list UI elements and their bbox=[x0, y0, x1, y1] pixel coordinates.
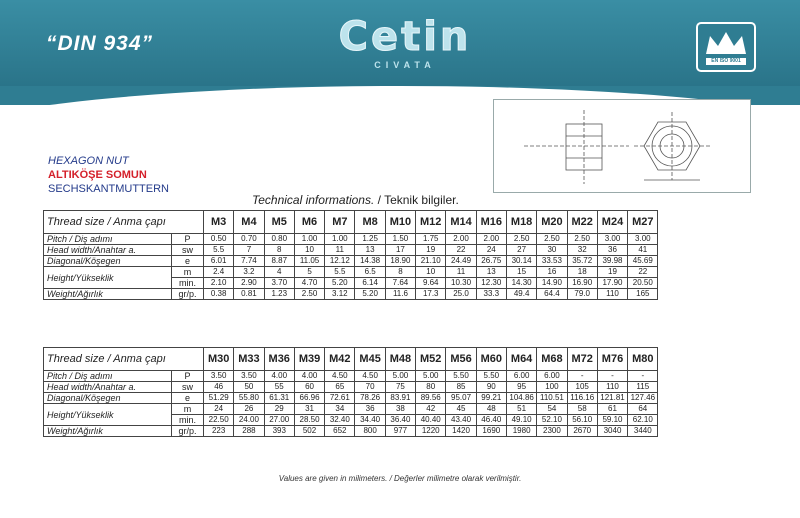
table-cell: 11 bbox=[325, 245, 355, 256]
units-note: Values are given in milimeters. / Değerler milimetre olarak verilmiştir. bbox=[278, 474, 522, 483]
table-cell: 6.01 bbox=[204, 256, 234, 267]
technical-info-heading bbox=[252, 193, 459, 207]
table-cell: 33.3 bbox=[476, 289, 506, 300]
size-header: M7 bbox=[325, 211, 355, 234]
table-cell: 18.90 bbox=[385, 256, 415, 267]
size-header: M12 bbox=[416, 211, 446, 234]
table-row bbox=[44, 234, 658, 245]
row-symbol: P bbox=[172, 234, 204, 245]
table-cell: 4.00 bbox=[264, 371, 294, 382]
logo-subtitle: CIVATA bbox=[374, 60, 436, 70]
table-cell: 1.00 bbox=[294, 234, 324, 245]
table-cell: 2.50 bbox=[294, 289, 324, 300]
table-cell: 46.40 bbox=[476, 415, 506, 426]
row-label: Height/Yükseklik bbox=[44, 404, 172, 426]
table-cell: 7.74 bbox=[234, 256, 264, 267]
table-cell: 110 bbox=[597, 382, 627, 393]
table-cell: 2.00 bbox=[446, 234, 476, 245]
table-cell: 2.90 bbox=[234, 278, 264, 289]
table-cell: 104.86 bbox=[506, 393, 536, 404]
row-label: Head width/Anahtar a. bbox=[44, 382, 172, 393]
table-cell: 4.70 bbox=[294, 278, 324, 289]
table-cell: 66.96 bbox=[294, 393, 324, 404]
size-header: M18 bbox=[506, 211, 536, 234]
spec-table-1 bbox=[43, 210, 658, 300]
size-header: M24 bbox=[597, 211, 627, 234]
size-header: M36 bbox=[264, 348, 294, 371]
table-cell: 43.40 bbox=[446, 415, 476, 426]
table-cell: 32.40 bbox=[325, 415, 355, 426]
table-cell: 110.51 bbox=[537, 393, 567, 404]
table-cell: 22.50 bbox=[204, 415, 234, 426]
table-cell: 52.10 bbox=[537, 415, 567, 426]
table-cell: 51 bbox=[506, 404, 536, 415]
table-cell: 62.10 bbox=[628, 415, 658, 426]
table-row bbox=[44, 267, 658, 278]
table-cell: 13 bbox=[476, 267, 506, 278]
table-cell: 5.00 bbox=[385, 371, 415, 382]
table-cell: 3.00 bbox=[628, 234, 658, 245]
table-cell: 5.50 bbox=[446, 371, 476, 382]
table-cell: 1.23 bbox=[264, 289, 294, 300]
table-cell: 4.00 bbox=[294, 371, 324, 382]
table-row bbox=[44, 382, 658, 393]
table-row bbox=[44, 289, 658, 300]
table-cell: 65 bbox=[325, 382, 355, 393]
table-cell: 30.14 bbox=[506, 256, 536, 267]
table-cell: 6.14 bbox=[355, 278, 385, 289]
table-cell: 2.00 bbox=[476, 234, 506, 245]
table-cell: 105 bbox=[567, 382, 597, 393]
table-cell: 45.69 bbox=[628, 256, 658, 267]
table-cell: 64 bbox=[628, 404, 658, 415]
technical-drawing bbox=[493, 99, 751, 193]
table-cell: 90 bbox=[476, 382, 506, 393]
table-cell: 8.87 bbox=[264, 256, 294, 267]
row-label: Pitch / Diş adımı bbox=[44, 371, 172, 382]
row-symbol: P bbox=[172, 371, 204, 382]
table-cell: 3.2 bbox=[234, 267, 264, 278]
table-cell: 51.29 bbox=[204, 393, 234, 404]
row-symbol: m bbox=[172, 404, 204, 415]
table-cell: 34 bbox=[325, 404, 355, 415]
row-symbol: sw bbox=[172, 245, 204, 256]
table-cell: 95 bbox=[506, 382, 536, 393]
size-header: M76 bbox=[597, 348, 627, 371]
table-cell: 7 bbox=[234, 245, 264, 256]
table-cell: 27 bbox=[506, 245, 536, 256]
table-cell: 78.26 bbox=[355, 393, 385, 404]
table-cell: - bbox=[628, 371, 658, 382]
table-cell: 0.70 bbox=[234, 234, 264, 245]
size-header: M33 bbox=[234, 348, 264, 371]
row-symbol: gr/p. bbox=[172, 426, 204, 437]
size-header: M30 bbox=[204, 348, 234, 371]
table-cell: 34.40 bbox=[355, 415, 385, 426]
table-cell: 2.50 bbox=[567, 234, 597, 245]
row-label: Head width/Anahtar a. bbox=[44, 245, 172, 256]
table-cell: 11 bbox=[446, 267, 476, 278]
table-cell: 11.05 bbox=[294, 256, 324, 267]
table-cell: 55 bbox=[264, 382, 294, 393]
table-row bbox=[44, 371, 658, 382]
table-cell: 39.98 bbox=[597, 256, 627, 267]
row-symbol: min. bbox=[172, 278, 204, 289]
table-cell: 75 bbox=[385, 382, 415, 393]
table-cell: 0.81 bbox=[234, 289, 264, 300]
table-cell: 14.90 bbox=[537, 278, 567, 289]
table-cell: 85 bbox=[446, 382, 476, 393]
header-label: Thread size / Anma çapı bbox=[44, 211, 204, 234]
row-label: Height/Yükseklik bbox=[44, 267, 172, 289]
table-cell: 24 bbox=[476, 245, 506, 256]
table-cell: 502 bbox=[294, 426, 324, 437]
table-cell: 19 bbox=[597, 267, 627, 278]
technical-info-tr: / Teknik bilgiler. bbox=[374, 193, 459, 207]
table-cell: 24.00 bbox=[234, 415, 264, 426]
row-symbol: min. bbox=[172, 415, 204, 426]
table-row bbox=[44, 348, 658, 371]
table-cell: 19 bbox=[416, 245, 446, 256]
row-label: Weight/Ağırlık bbox=[44, 426, 172, 437]
table-cell: 61.31 bbox=[264, 393, 294, 404]
table-cell: 800 bbox=[355, 426, 385, 437]
table-cell: 55.80 bbox=[234, 393, 264, 404]
table-cell: 56.10 bbox=[567, 415, 597, 426]
table-cell: 2300 bbox=[537, 426, 567, 437]
table-cell: 5.5 bbox=[204, 245, 234, 256]
table-cell: 288 bbox=[234, 426, 264, 437]
table-cell: 24 bbox=[204, 404, 234, 415]
table-cell: 80 bbox=[416, 382, 446, 393]
table-cell: 3040 bbox=[597, 426, 627, 437]
table-cell: 26.75 bbox=[476, 256, 506, 267]
size-header: M72 bbox=[567, 348, 597, 371]
table-cell: 18 bbox=[567, 267, 597, 278]
table-cell: 41 bbox=[628, 245, 658, 256]
spec-table-2 bbox=[43, 347, 658, 437]
table-cell: 16 bbox=[537, 267, 567, 278]
table-cell: 2670 bbox=[567, 426, 597, 437]
table-cell: 1.00 bbox=[325, 234, 355, 245]
table-cell: 50 bbox=[234, 382, 264, 393]
table-cell: 22 bbox=[628, 267, 658, 278]
product-name-de: SECHSKANTMUTTERN bbox=[48, 183, 170, 195]
table-cell: 3.50 bbox=[204, 371, 234, 382]
product-names bbox=[48, 154, 169, 196]
table-cell: 8 bbox=[385, 267, 415, 278]
table-cell: 7.64 bbox=[385, 278, 415, 289]
table-cell: 6.5 bbox=[355, 267, 385, 278]
table-cell: 1420 bbox=[446, 426, 476, 437]
table-cell: 652 bbox=[325, 426, 355, 437]
table-cell: 42 bbox=[416, 404, 446, 415]
table-cell: 3.70 bbox=[264, 278, 294, 289]
table-cell: - bbox=[567, 371, 597, 382]
table-cell: 165 bbox=[628, 289, 658, 300]
table-cell: 5.20 bbox=[325, 278, 355, 289]
size-header: M8 bbox=[355, 211, 385, 234]
table-cell: 5.50 bbox=[476, 371, 506, 382]
table-cell: 72.61 bbox=[325, 393, 355, 404]
table-cell: 1980 bbox=[506, 426, 536, 437]
size-header: M39 bbox=[294, 348, 324, 371]
row-symbol: e bbox=[172, 256, 204, 267]
table-cell: 223 bbox=[204, 426, 234, 437]
table-cell: 5.20 bbox=[355, 289, 385, 300]
table-cell: - bbox=[597, 371, 627, 382]
table-cell: 3440 bbox=[628, 426, 658, 437]
table-cell: 9.64 bbox=[416, 278, 446, 289]
table-row bbox=[44, 393, 658, 404]
table-cell: 46 bbox=[204, 382, 234, 393]
table-row bbox=[44, 426, 658, 437]
row-label: Diagonal/Köşegen bbox=[44, 256, 172, 267]
table-cell: 31 bbox=[294, 404, 324, 415]
table-cell: 6.00 bbox=[537, 371, 567, 382]
iso-certificate-badge bbox=[696, 22, 756, 72]
table-cell: 29 bbox=[264, 404, 294, 415]
table-cell: 49.4 bbox=[506, 289, 536, 300]
size-header: M6 bbox=[294, 211, 324, 234]
table-cell: 27.00 bbox=[264, 415, 294, 426]
table-cell: 393 bbox=[264, 426, 294, 437]
table-cell: 15 bbox=[506, 267, 536, 278]
size-header: M20 bbox=[537, 211, 567, 234]
size-header: M10 bbox=[385, 211, 415, 234]
row-symbol: sw bbox=[172, 382, 204, 393]
table-cell: 14.30 bbox=[506, 278, 536, 289]
table-cell: 3.00 bbox=[597, 234, 627, 245]
table-cell: 59.10 bbox=[597, 415, 627, 426]
table-cell: 1.75 bbox=[416, 234, 446, 245]
table-cell: 20.50 bbox=[628, 278, 658, 289]
table-cell: 977 bbox=[385, 426, 415, 437]
table-cell: 61 bbox=[597, 404, 627, 415]
table-cell: 64.4 bbox=[537, 289, 567, 300]
table-cell: 16.90 bbox=[567, 278, 597, 289]
table-cell: 0.80 bbox=[264, 234, 294, 245]
row-symbol: m bbox=[172, 267, 204, 278]
table-cell: 83.91 bbox=[385, 393, 415, 404]
size-header: M4 bbox=[234, 211, 264, 234]
table-cell: 28.50 bbox=[294, 415, 324, 426]
technical-info-en: Technical informations. bbox=[252, 193, 375, 207]
row-symbol: e bbox=[172, 393, 204, 404]
table-cell: 17 bbox=[385, 245, 415, 256]
product-name-tr: ALTIKÖŞE SOMUN bbox=[48, 169, 147, 181]
row-label: Weight/Ağırlık bbox=[44, 289, 172, 300]
size-header: M3 bbox=[204, 211, 234, 234]
table-cell: 36 bbox=[597, 245, 627, 256]
table-cell: 100 bbox=[537, 382, 567, 393]
size-header: M22 bbox=[567, 211, 597, 234]
table-cell: 4 bbox=[264, 267, 294, 278]
size-header: M52 bbox=[416, 348, 446, 371]
table-cell: 115 bbox=[628, 382, 658, 393]
table-cell: 32 bbox=[567, 245, 597, 256]
table-cell: 12.30 bbox=[476, 278, 506, 289]
iso-label: EN ISO 9001 bbox=[706, 58, 746, 65]
size-header: M64 bbox=[506, 348, 536, 371]
table-cell: 13 bbox=[355, 245, 385, 256]
table-cell: 10.30 bbox=[446, 278, 476, 289]
size-header: M16 bbox=[476, 211, 506, 234]
table-cell: 36.40 bbox=[385, 415, 415, 426]
size-header: M45 bbox=[355, 348, 385, 371]
size-header: M68 bbox=[537, 348, 567, 371]
table-cell: 17.90 bbox=[597, 278, 627, 289]
table-cell: 121.81 bbox=[597, 393, 627, 404]
crown-icon bbox=[698, 24, 754, 58]
table-cell: 8 bbox=[264, 245, 294, 256]
table-cell: 10 bbox=[294, 245, 324, 256]
table-cell: 35.72 bbox=[567, 256, 597, 267]
table-cell: 1220 bbox=[416, 426, 446, 437]
table-cell: 48 bbox=[476, 404, 506, 415]
table-cell: 1690 bbox=[476, 426, 506, 437]
standard-title: “DIN 934” bbox=[46, 32, 154, 55]
table-row bbox=[44, 211, 658, 234]
table-cell: 5.5 bbox=[325, 267, 355, 278]
size-header: M48 bbox=[385, 348, 415, 371]
table-cell: 95.07 bbox=[446, 393, 476, 404]
table-cell: 14.38 bbox=[355, 256, 385, 267]
company-logo bbox=[335, 14, 475, 76]
table-cell: 99.21 bbox=[476, 393, 506, 404]
table-cell: 5.00 bbox=[416, 371, 446, 382]
table-cell: 2.50 bbox=[537, 234, 567, 245]
table-cell: 3.50 bbox=[234, 371, 264, 382]
table-cell: 127.46 bbox=[628, 393, 658, 404]
size-header: M42 bbox=[325, 348, 355, 371]
table-cell: 1.25 bbox=[355, 234, 385, 245]
table-cell: 0.38 bbox=[204, 289, 234, 300]
table-cell: 2.4 bbox=[204, 267, 234, 278]
table-cell: 24.49 bbox=[446, 256, 476, 267]
table-cell: 38 bbox=[385, 404, 415, 415]
table-cell: 25.0 bbox=[446, 289, 476, 300]
table-cell: 12.12 bbox=[325, 256, 355, 267]
table-cell: 2.50 bbox=[506, 234, 536, 245]
nut-drawing-icon bbox=[494, 100, 750, 192]
header-label: Thread size / Anma çapı bbox=[44, 348, 204, 371]
row-symbol: gr/p. bbox=[172, 289, 204, 300]
table-cell: 17.3 bbox=[416, 289, 446, 300]
table-row bbox=[44, 245, 658, 256]
table-cell: 54 bbox=[537, 404, 567, 415]
table-cell: 60 bbox=[294, 382, 324, 393]
table-cell: 89.56 bbox=[416, 393, 446, 404]
table-cell: 79.0 bbox=[567, 289, 597, 300]
size-header: M5 bbox=[264, 211, 294, 234]
table-cell: 33.53 bbox=[537, 256, 567, 267]
table-row bbox=[44, 404, 658, 415]
table-cell: 4.50 bbox=[325, 371, 355, 382]
size-header: M14 bbox=[446, 211, 476, 234]
table-cell: 22 bbox=[446, 245, 476, 256]
table-cell: 70 bbox=[355, 382, 385, 393]
table-cell: 21.10 bbox=[416, 256, 446, 267]
size-header: M56 bbox=[446, 348, 476, 371]
row-label: Pitch / Diş adımı bbox=[44, 234, 172, 245]
page-header bbox=[0, 0, 800, 105]
row-label: Diagonal/Köşegen bbox=[44, 393, 172, 404]
size-header: M80 bbox=[628, 348, 658, 371]
table-cell: 6.00 bbox=[506, 371, 536, 382]
table-cell: 4.50 bbox=[355, 371, 385, 382]
product-name-en: HEXAGON NUT bbox=[48, 155, 129, 167]
table-cell: 40.40 bbox=[416, 415, 446, 426]
size-header: M27 bbox=[628, 211, 658, 234]
table-cell: 0.50 bbox=[204, 234, 234, 245]
table-cell: 30 bbox=[537, 245, 567, 256]
table-cell: 10 bbox=[416, 267, 446, 278]
table-cell: 11.6 bbox=[385, 289, 415, 300]
table-cell: 58 bbox=[567, 404, 597, 415]
table-cell: 1.50 bbox=[385, 234, 415, 245]
table-cell: 116.16 bbox=[567, 393, 597, 404]
table-cell: 26 bbox=[234, 404, 264, 415]
table-cell: 45 bbox=[446, 404, 476, 415]
logo-wordmark: Cetin bbox=[338, 14, 472, 60]
table-cell: 5 bbox=[294, 267, 324, 278]
table-cell: 110 bbox=[597, 289, 627, 300]
table-cell: 36 bbox=[355, 404, 385, 415]
size-header: M60 bbox=[476, 348, 506, 371]
table-row bbox=[44, 256, 658, 267]
table-cell: 3.12 bbox=[325, 289, 355, 300]
table-cell: 49.10 bbox=[506, 415, 536, 426]
table-cell: 2.10 bbox=[204, 278, 234, 289]
